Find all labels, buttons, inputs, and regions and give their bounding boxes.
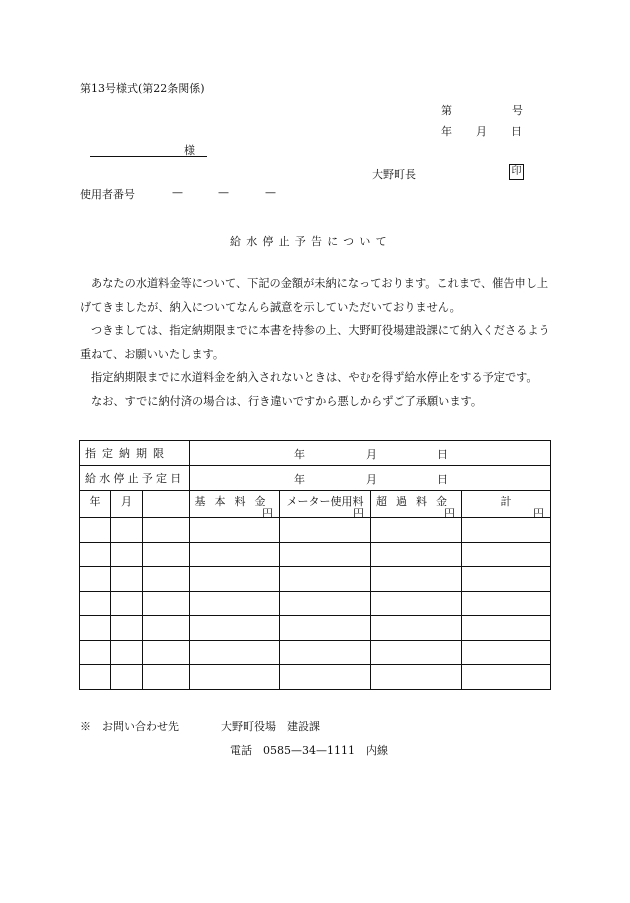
date-day: 日 xyxy=(437,473,448,486)
contact-organization: 大野町役場 建設課 xyxy=(221,720,320,733)
user-number-dash: — xyxy=(218,186,229,199)
date-month: 月 xyxy=(476,125,487,138)
table-row xyxy=(80,591,551,616)
user-number-dash: — xyxy=(172,186,183,199)
table-row xyxy=(80,567,551,592)
col-year: 年 xyxy=(80,491,111,518)
contact-phone: 電話 0585—34—1111 内線 xyxy=(230,744,388,757)
doc-number-label: 第 xyxy=(441,104,452,117)
user-number-dash: — xyxy=(265,186,276,199)
col-total: 計 円 xyxy=(462,491,551,518)
date-day: 日 xyxy=(511,125,522,138)
table-row xyxy=(80,640,551,665)
seal-mark: 印 xyxy=(509,164,524,180)
date-day: 日 xyxy=(437,448,448,461)
charges-table xyxy=(79,440,551,690)
stop-date-label: 給水停止予定日 xyxy=(80,466,190,491)
contact-label: ※ お問い合わせ先 xyxy=(80,720,179,733)
date-month: 月 xyxy=(366,448,377,461)
deadline-label: 指定納期限 xyxy=(80,441,190,466)
date-year: 年 xyxy=(294,448,305,461)
col-meter-fee: メーター使用料 円 xyxy=(280,491,371,518)
stop-date xyxy=(190,466,551,491)
col-blank xyxy=(143,491,190,518)
body-paragraph: あなたの水道料金等について、下記の金額が未納になっております。これまで、催告申し上げてきましたが、納入についてなんら誠意を示していただいておりません。 xyxy=(80,277,549,314)
issuer-name: 大野町長 xyxy=(372,168,416,181)
doc-number-suffix: 号 xyxy=(512,104,523,117)
date-year: 年 xyxy=(441,125,452,138)
body-text xyxy=(80,272,550,413)
document-title: 給水停止予告について xyxy=(230,235,392,248)
body-paragraph: なお、すでに納付済の場合は、行き違いですから悪しからずご了承願います。 xyxy=(91,394,483,408)
deadline-row xyxy=(80,441,551,466)
stop-date-row xyxy=(80,466,551,491)
table-row xyxy=(80,616,551,641)
col-month: 月 xyxy=(111,491,143,518)
date-year: 年 xyxy=(294,473,305,486)
table-row xyxy=(80,665,551,690)
addressee-suffix: 様 xyxy=(184,144,195,157)
table-row xyxy=(80,518,551,543)
col-basic-fee: 基本料金 円 xyxy=(190,491,280,518)
deadline-date xyxy=(190,441,551,466)
body-paragraph: つきましては、指定納期限までに本書を持参の上、大野町役場建設課にて納入くださるよう重ねて、お願いいたします。 xyxy=(80,324,550,361)
col-excess-fee: 超過料金 円 xyxy=(371,491,462,518)
user-number-label: 使用者番号 xyxy=(80,188,135,201)
table-row xyxy=(80,542,551,567)
body-paragraph: 指定納期限までに水道料金を納入されないときは、やむを得ず給水停止をする予定です。 xyxy=(91,371,538,384)
column-header-row xyxy=(80,491,551,518)
date-month: 月 xyxy=(366,473,377,486)
form-number: 第13号様式(第22条関係) xyxy=(80,82,205,95)
